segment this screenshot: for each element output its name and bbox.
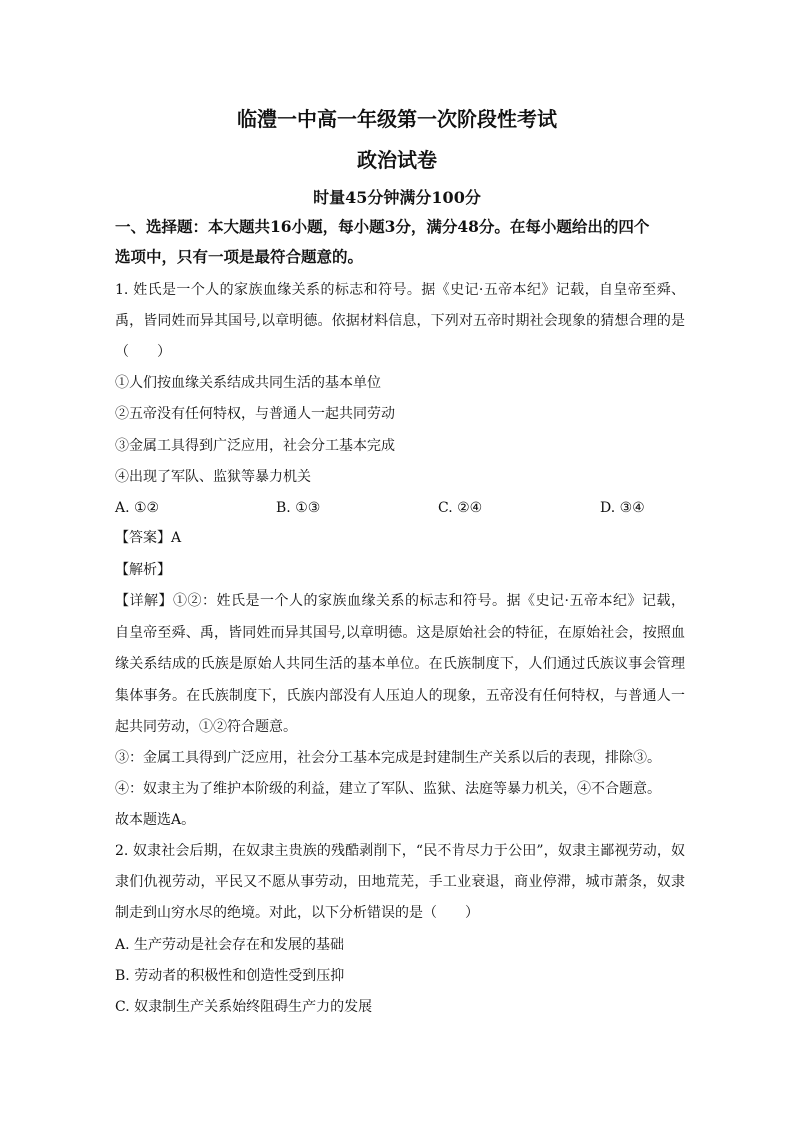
q1-option-b: B. ①③ <box>276 500 321 516</box>
subject-title: 政治试卷 <box>357 148 437 172</box>
q1-statement-1: ①人们按血缘关系结成共同生活的基本单位 <box>115 375 381 391</box>
q1-detail-line-3: 缘关系结成的氏族是原始人共同生活的基本单位。在氏族制度下，人们通过氏族议事会管理 <box>115 656 685 672</box>
q2-option-c: C. 奴隶制生产关系始终阻碍生产力的发展 <box>115 999 373 1015</box>
q2-option-b: B. 劳动者的积极性和创造性受到压抑 <box>115 968 345 984</box>
section-instruction-line-2: 选项中，只有一项是最符合题意的。 <box>115 247 364 266</box>
q1-option-c: C. ②④ <box>438 500 483 516</box>
q2-option-a: A. 生产劳动是社会存在和发展的基础 <box>115 937 345 953</box>
q1-answer: 【答案】A <box>115 530 182 546</box>
q2-stem-line-3: 制走到山穷水尽的绝境。对此，以下分析错误的是（ ） <box>115 905 479 921</box>
q1-detail-line-5: 起共同劳动，①②符合题意。 <box>115 719 297 735</box>
q1-option-a: A. ①② <box>115 500 160 516</box>
q1-detail-line-4: 集体事务。在氏族制度下，氏族内部没有人压迫人的现象，五帝没有任何特权，与普通人一 <box>115 688 685 704</box>
q1-statement-4: ④出现了军队、监狱等暴力机关 <box>115 469 311 485</box>
q1-detail-line-2: 自皇帝至舜、禹，皆同姓而异其国号,以章明德。这是原始社会的特征，在原始社会，按照血 <box>115 625 685 641</box>
q1-note-3: ③：金属工具得到广泛应用，社会分工基本完成是封建制生产关系以后的表现，排除③。 <box>115 750 661 766</box>
q1-stem-line-1: 1. 姓氏是一个人的家族血缘关系的标志和符号。据《史记·五帝本纪》记载，自皇帝至舜、 <box>115 282 685 298</box>
q1-note-4: ④：奴隶主为了维护本阶级的利益，建立了军队、监狱、法庭等暴力机关，④不合题意。 <box>115 781 661 797</box>
school-exam-title: 临澧一中高一年级第一次阶段性考试 <box>237 107 557 131</box>
q1-statement-2: ②五帝没有任何特权，与普通人一起共同劳动 <box>115 406 395 422</box>
q1-answer-blank: （ ） <box>115 344 171 360</box>
q1-option-d: D. ③④ <box>600 500 645 516</box>
q1-analysis-heading: 【解析】 <box>115 562 171 578</box>
section-instruction-line-1: 一、选择题：本大题共16小题，每小题3分，满分48分。在每小题给出的四个 <box>115 217 650 236</box>
q1-statement-3: ③金属工具得到广泛应用，社会分工基本完成 <box>115 438 395 454</box>
time-score-line: 时量45分钟满分100分 <box>313 188 481 207</box>
q1-detail-line-1: 【详解】①②：姓氏是一个人的家族血缘关系的标志和符号。据《史记·五帝本纪》记载， <box>115 593 685 609</box>
q1-conclusion: 故本题选A。 <box>115 812 196 828</box>
q1-stem-line-2: 禹，皆同姓而异其国号,以章明德。依据材料信息，下列对五帝时期社会现象的猜想合理的是 <box>115 313 685 329</box>
q2-stem-line-2: 隶们仇视劳动，平民又不愿从事劳动，田地荒芜，手工业衰退，商业停滞，城市萧条，奴隶 <box>115 874 685 890</box>
q2-stem-line-1: 2. 奴隶社会后期，在奴隶主贵族的残酷剥削下，“民不肯尽力于公田”，奴隶主鄙视劳动，奴 <box>115 843 685 859</box>
